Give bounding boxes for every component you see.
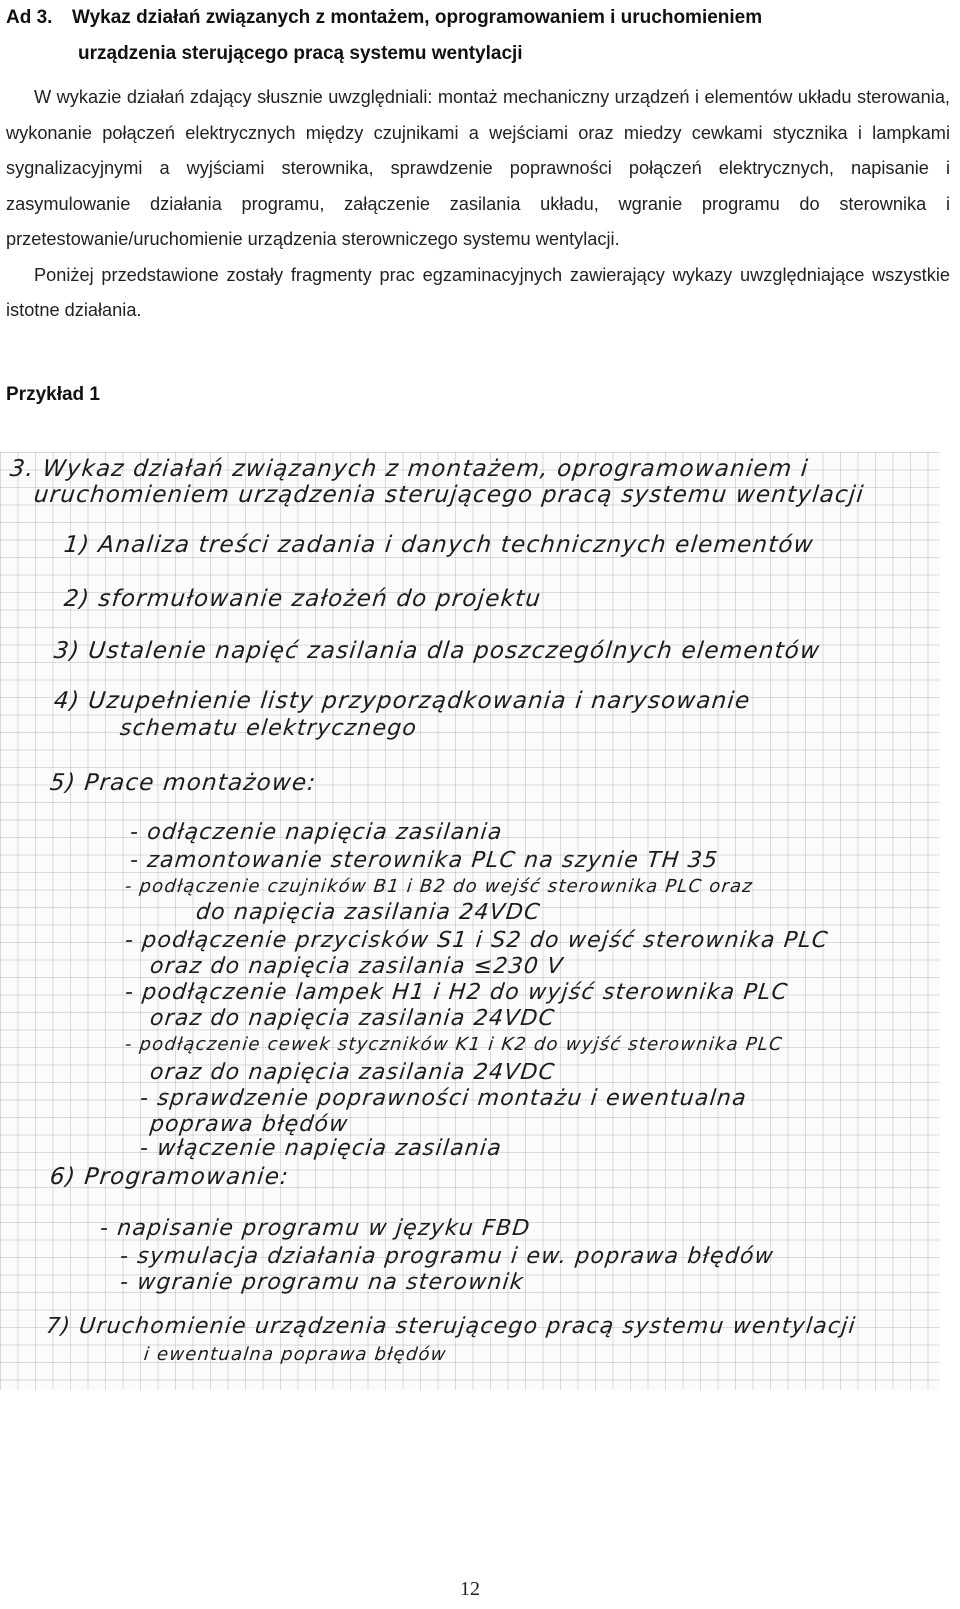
section-label: Ad 3. [6, 7, 53, 28]
hw-programming-2: - symulacja działania programu i ew. poprawa błędów [118, 1244, 776, 1269]
hw-item-2: 2) sformułowanie założeń do projektu [62, 586, 543, 612]
hw-assembly-7b: poprawa błędów [148, 1112, 350, 1137]
hw-item-5: 5) Prace montażowe: [48, 770, 318, 796]
hw-header-line-2: uruchomieniem urządzenia sterującego pracą systemu wentylacji [32, 482, 866, 508]
hw-programming-3: - wgranie programu na sterownik [118, 1270, 526, 1295]
section-title-line-2: urządzenia sterującego pracą systemu wentylacji [78, 43, 523, 64]
hw-assembly-2: - zamontowanie sterownika PLC na szynie TH 35 [128, 848, 720, 873]
hw-assembly-7a: - sprawdzenie poprawności montażu i ewentualna [138, 1086, 749, 1111]
section-heading [6, 0, 954, 72]
hw-assembly-8: - włączenie napięcia zasilania [138, 1136, 504, 1161]
hw-item-7a: 7) Uruchomienie urządzenia sterującego pracą systemu wentylacji [44, 1314, 858, 1339]
hw-assembly-6a: - podłączenie cewek styczników K1 i K2 do wyjść sterownika PLC [123, 1034, 784, 1055]
page-number: 12 [460, 1578, 480, 1600]
intro-paragraph-2: Poniżej przedstawione zostały fragmenty prac egzaminacyjnych zawierający wykazy uwzględniające wszystkie istotne działania. [6, 264, 950, 320]
hw-assembly-3b: do napięcia zasilania 24VDC [194, 900, 542, 925]
hw-item-4a: 4) Uzupełnienie listy przyporządkowania i narysowanie [52, 688, 752, 714]
hw-item-7b: i ewentualna poprawa błędów [142, 1344, 448, 1365]
hw-assembly-3a: - podłączenie czujników B1 i B2 do wejść sterownika PLC oraz [123, 876, 755, 897]
hw-header-line-1: 3. Wykaz działań związanych z montażem, oprogramowaniem i [8, 456, 810, 482]
intro-text [6, 80, 950, 329]
hw-assembly-4b: oraz do napięcia zasilania ≤230 V [148, 954, 565, 979]
hw-item-6: 6) Programowanie: [48, 1164, 291, 1190]
hw-assembly-5a: - podłączenie lampek H1 i H2 do wyjść sterownika PLC [123, 980, 790, 1005]
hw-assembly-1: - odłączenie napięcia zasilania [128, 820, 504, 845]
hw-assembly-4a: - podłączenie przycisków S1 i S2 do wejść sterownika PLC [123, 928, 830, 953]
hw-assembly-6b: oraz do napięcia zasilania 24VDC [148, 1060, 557, 1085]
section-title-line-1: Wykaz działań związanych z montażem, oprogramowaniem i uruchomieniem [72, 7, 763, 28]
intro-paragraph-1: W wykazie działań zdający słusznie uwzględniali: montaż mechaniczny urządzeń i elementów układu sterowania, wykonanie połączeń elektrycznych między czujnikami a wejściami oraz miedzy cewkami stycznika i lampkami sygnalizacyjnymi a wyjściami sterownika, sprawdzenie poprawności połączeń elektrycznych, napisanie i zasymulowanie działania programu, załączenie zasilania układu, wgranie programu do sterownika i przetestowanie/uruchomienie urządzenia sterowniczego systemu wentylacji. [6, 87, 950, 249]
handwritten-scan [0, 452, 940, 1390]
hw-item-1: 1) Analiza treści zadania i danych technicznych elementów [62, 532, 816, 558]
hw-item-4b: schematu elektrycznego [118, 716, 419, 741]
example-label: Przykład 1 [6, 384, 100, 405]
hw-item-3: 3) Ustalenie napięć zasilania dla poszczególnych elementów [52, 638, 822, 664]
hw-assembly-5b: oraz do napięcia zasilania 24VDC [148, 1006, 557, 1031]
hw-programming-1: - napisanie programu w języku FBD [98, 1216, 532, 1241]
